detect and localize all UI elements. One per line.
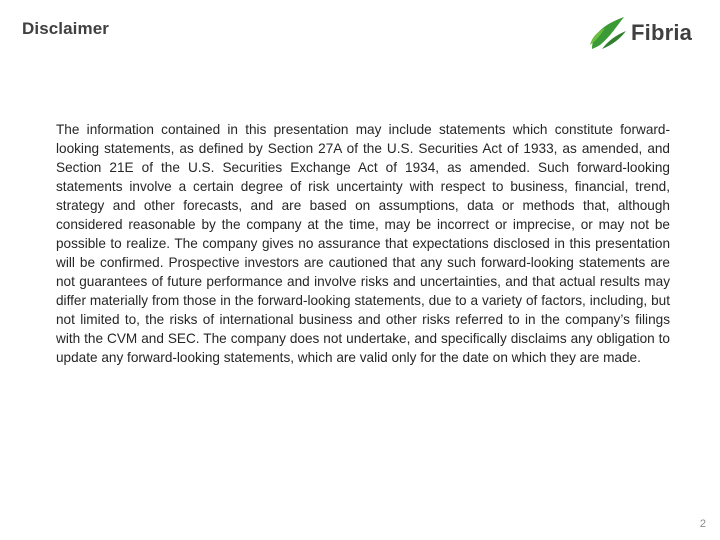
- fibria-logo: [588, 14, 692, 52]
- page-title: Disclaimer: [22, 19, 109, 38]
- logo-text: Fibria: [631, 20, 693, 45]
- page-number: 2: [699, 518, 706, 530]
- disclaimer-paragraph: The information contained in this presentation may include statements which constitute forward-looking statements, as defined by Section 27A of the U.S. Securities Act of 1933, as amended, and Section 21E of the U.S. Securities Exchange Act of 1934, as amended. Such forward-looking statements involve a certain degree of risk uncertainty with respect to business, financial, trend, strategy and other forecasts, and are based on assumptions, data or methods that, although considered reasonable by the company at the time, may be incorrect or imprecise, or may not be possible to realize. The company gives no assurance that expectations disclosed in this presentation will be confirmed. Prospective investors are cautioned that any such forward-looking statements are not guarantees of future performance and involve risks and uncertainties, and that actual results may differ materially from those in the forward-looking statements, due to a variety of factors, including, but not limited to, the risks of international business and other risks referred to in the company’s filings with the CVM and SEC. The company does not undertake, and specifically disclaims any obligation to update any forward-looking statements, which are valid only for the date on which they are made.: [56, 122, 670, 365]
- leaf-icon: [588, 15, 628, 51]
